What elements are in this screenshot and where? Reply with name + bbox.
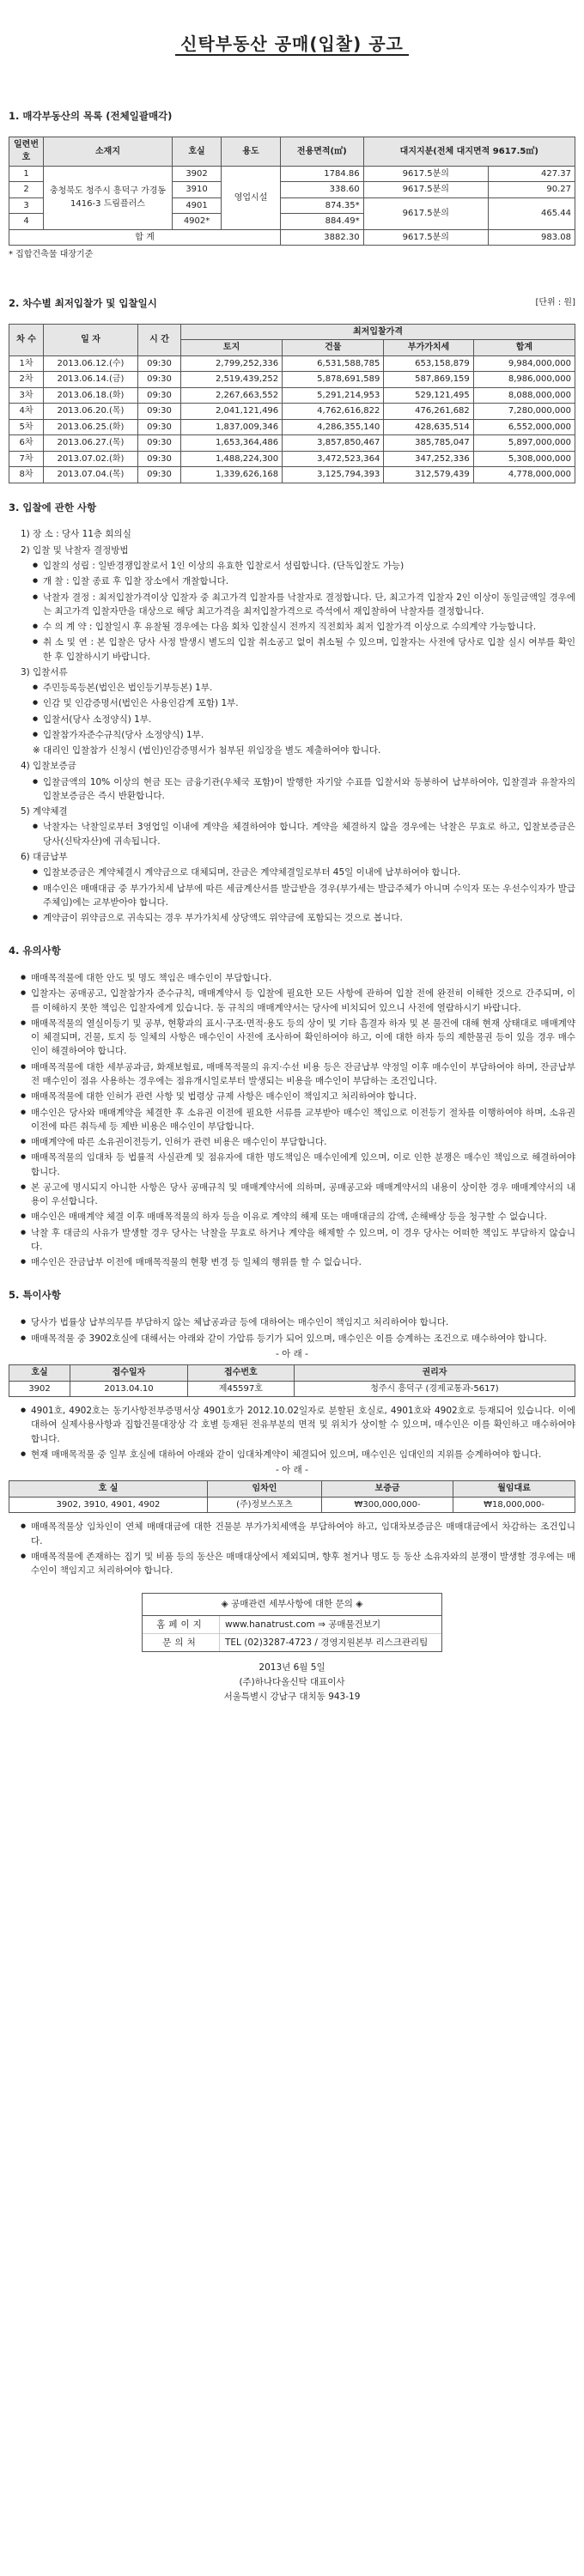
cell-building: 6,531,588,785 bbox=[283, 355, 384, 372]
cell: 2013.04.10 bbox=[70, 1381, 188, 1397]
cell-round: 2차 bbox=[9, 372, 44, 388]
list-item: ● 입찰보증금은 계약체결시 계약금으로 대체되며, 잔금은 계약체결일로부터 45일 이내에 납부하여야 합니다. bbox=[33, 866, 575, 879]
cell-land: 2,267,663,552 bbox=[181, 387, 283, 404]
list-item: ● 매수인은 매매대금 중 부가가치세 납부에 따른 세금계산서를 발급받을 경우(부가세는 발급주체가 아니며 수익자 또는 우선수익자가 발급주체임)에는 교부받아야 합니다. bbox=[33, 882, 575, 910]
col-building: 건물 bbox=[283, 340, 384, 356]
company-address: 서울특별시 강남구 대치동 943-19 bbox=[223, 1691, 361, 1702]
col-date: 일 자 bbox=[44, 324, 138, 355]
list-item: ● 매매목적물에 대한 세부공과금, 화재보험료, 매매목적물의 유지·수선 비용 등은 잔금납부 약정일 이후 매수인이 부담하여야 하며, 잔금납부 전 매수인이 점유 사용하는 경우에는 점유개시일로부터 발생되는 비용을 매수인이 부담하는 조건입니다. bbox=[21, 1060, 575, 1089]
property-table bbox=[9, 137, 575, 246]
cell-round: 7차 bbox=[9, 451, 44, 467]
col-room: 호 실 bbox=[9, 1481, 208, 1498]
section-bid-info bbox=[9, 501, 575, 934]
cell-round: 1차 bbox=[9, 355, 44, 372]
schedule-table bbox=[9, 324, 575, 483]
cell: 9617.5분의 bbox=[363, 197, 488, 229]
special-list bbox=[9, 1315, 575, 1346]
section-bid-schedule bbox=[9, 296, 575, 490]
special-list-2 bbox=[9, 1404, 575, 1461]
cell-time: 09:30 bbox=[138, 435, 181, 452]
cell-total: 8,986,000,000 bbox=[473, 372, 575, 388]
list-item: ● 4901호, 4902호는 동기사항전부증명서상 4901호가 2012.10.02일자로 분할된 호실로, 4901호와 4902호로 등재되어 있습니다. 이에 대하여 실제사용사항과 집합건물대장상 각 호별 등재된 전유부분의 면적 및 위치가 상이할 수 있으며, 매수인은 이를 확인하고 매수하여야 합니다. bbox=[21, 1404, 575, 1446]
section-property-list bbox=[9, 109, 575, 262]
cell-land: 1,837,009,346 bbox=[181, 419, 283, 435]
cell-vat: 529,121,495 bbox=[384, 387, 473, 404]
cell-location: 충청북도 청주시 흥덕구 가경동 1416-3 드림플러스 bbox=[44, 166, 173, 229]
list-item: ● 매매목적물에 대한 인허가 관련 사항 및 법령상 규제 사항은 매수인이 책임지고 처리하여야 합니다. bbox=[21, 1090, 575, 1103]
cell-land: 1,653,364,486 bbox=[181, 435, 283, 452]
cell-total-label: 합 계 bbox=[9, 229, 281, 246]
below-marker: - 아 래 - bbox=[276, 1348, 308, 1359]
cell-building: 5,291,214,953 bbox=[283, 387, 384, 404]
list-item: ● 입찰자는 공매공고, 입찰참가자 준수규칙, 매매계약서 등 입찰에 필요한 모든 사항에 관하여 입찰 전에 완전히 이해한 것으로 간주되며, 이를 이해하지 못한 책임은 입찰자에게 있습니다. 동 규칙의 매매계약서는 당사에 비치되어 있으니 사전에 열람하시기 바랍니다. bbox=[21, 987, 575, 1015]
table-note: * 집합건축물 대장기준 bbox=[9, 250, 94, 260]
col-round: 차 수 bbox=[9, 324, 44, 355]
cell-land: 1,488,224,300 bbox=[181, 451, 283, 467]
table-row bbox=[9, 1497, 575, 1513]
cell-use: 영업시설 bbox=[222, 166, 281, 229]
list-item: ● 입찰참가자준수규칙(당사 소정양식) 1부. bbox=[33, 728, 575, 742]
list-item: ● 현재 매매목적물 중 일부 호실에 대하여 아래와 같이 임대차계약이 체결되어 있으며, 매수인은 임대인의 지위를 승계하여야 합니다. bbox=[21, 1448, 575, 1461]
method-title: 2) 입찰 및 낙찰자 결정방법 bbox=[21, 544, 129, 556]
cell-total: 4,778,000,000 bbox=[473, 467, 575, 483]
list-item: ● 매매목적물상 임차인이 연체 매매대금에 대한 건물분 부가가치세액을 부담하여야 하고, 임대차보증금은 매매대금에서 차감하는 조건입니다. bbox=[21, 1520, 575, 1548]
method-list bbox=[9, 559, 575, 664]
list-item: ● 매매계약에 따른 소유권이전등기, 인허가 관련 비용은 매수인이 부담합니다. bbox=[21, 1135, 575, 1149]
cell-time: 09:30 bbox=[138, 372, 181, 388]
table-total-row bbox=[9, 229, 575, 246]
table-row bbox=[9, 419, 575, 435]
cell-time: 09:30 bbox=[138, 467, 181, 483]
cell-vat: 347,252,336 bbox=[384, 451, 473, 467]
cell-total: 5,897,000,000 bbox=[473, 435, 575, 452]
special-list-3 bbox=[9, 1520, 575, 1577]
list-item: ● 낙찰 후 대금의 사유가 발생할 경우 당사는 낙찰을 무효로 하거나 계약을 해제할 수 있으며, 이 경우 당사는 어떠한 책임도 부담하지 않습니다. bbox=[21, 1226, 575, 1255]
table-row bbox=[9, 435, 575, 452]
list-item: ● 매수인은 잔금납부 이전에 매매목적물의 현황 변경 등 일체의 행위를 할 수 없습니다. bbox=[21, 1255, 575, 1269]
cell-vat: 385,785,047 bbox=[384, 435, 473, 452]
list-item: ● 매매목적물의 열실이등기 및 공부, 현황과의 표시·구조·면적·용도 등의 상이 및 기타 흠결자 하자 및 본 물건에 대해 현재 상태대로 매매계약이 체결되며, 건물, 토지 등 일체의 사항은 매수인이 사전에 조사하여 확인하여야 하고, 이에 대한 하자 등의 제한물권 등이 있을 경우 매수인이 해결하여야 합니다. bbox=[21, 1017, 575, 1059]
inquiry-heading: ◈ 공매관련 세부사항에 대한 문의 ◈ bbox=[143, 1594, 441, 1615]
cell-date: 2013.06.14.(금) bbox=[44, 372, 138, 388]
page-title: 신탁부동산 공매(입찰) 공고 bbox=[9, 31, 575, 58]
list-item: ● 낙찰자 결정 : 최저입찰가격이상 입찰자 중 최고가격 입찰자를 낙찰자로 결정합니다. 단, 최고가격 입찰자 2인 이상이 동일금액일 경우에는 최고가격 입찰자만을 대상으로 해당 최고가격을 최저입찰가격으로 즉석에서 재입찰하여 낙찰자를 결정합니다. bbox=[33, 591, 575, 619]
cell-time: 09:30 bbox=[138, 419, 181, 435]
deposit-list bbox=[9, 775, 575, 804]
bid-place: 1) 장 소 : 당사 11층 회의실 bbox=[21, 529, 131, 540]
cell-date: 2013.06.25.(화) bbox=[44, 419, 138, 435]
list-item: ● 입찰서(당사 소정양식) 1부. bbox=[33, 713, 575, 726]
table-row bbox=[9, 387, 575, 404]
cell: 제45597호 bbox=[187, 1381, 294, 1397]
section-heading: 2. 차수별 최저입찰가 및 입찰일시 [단위 : 원] bbox=[9, 296, 575, 309]
cell: 청주시 흥덕구 (경제교통과-5617) bbox=[294, 1381, 575, 1397]
cell-vat: 428,635,514 bbox=[384, 419, 473, 435]
col-deposit: 보증금 bbox=[321, 1481, 453, 1498]
cell-time: 09:30 bbox=[138, 355, 181, 372]
section-precautions bbox=[9, 944, 575, 1278]
table-row bbox=[9, 166, 575, 182]
cell: 4 bbox=[9, 214, 44, 230]
seizure-table bbox=[9, 1364, 575, 1397]
col-use: 용도 bbox=[222, 137, 281, 166]
precaution-list bbox=[9, 971, 575, 1269]
contract-list bbox=[9, 820, 575, 848]
list-item: ● 인감 및 인감증명서(법인은 사용인감계 포함) 1부. bbox=[33, 696, 575, 710]
cell-vat: 312,579,439 bbox=[384, 467, 473, 483]
cell-building: 5,878,691,589 bbox=[283, 372, 384, 388]
lease-table bbox=[9, 1480, 575, 1513]
cell-round: 8차 bbox=[9, 467, 44, 483]
cell: 9617.5분의 bbox=[363, 182, 488, 198]
cell-vat: 653,158,879 bbox=[384, 355, 473, 372]
cell-vat: 476,261,682 bbox=[384, 404, 473, 420]
signature-block bbox=[9, 1661, 575, 1704]
deposit-title: 4) 입찰보증금 bbox=[21, 761, 76, 772]
col-no: 일련번호 bbox=[9, 137, 44, 166]
list-item: ● 주민등록등본(법인은 법인등기부등본) 1부. bbox=[33, 681, 575, 695]
cell: 3 bbox=[9, 197, 44, 214]
payment-list bbox=[9, 866, 575, 925]
list-item: ● 매매목적물에 존재하는 집기 및 비품 등의 동산은 매매대상에서 제외되며, 향후 철거나 명도 등 동산 소유자와의 분쟁이 발생할 경우에는 매수인이 책임지고 처리하여야 합니다. bbox=[21, 1550, 575, 1578]
col-total: 합계 bbox=[473, 340, 575, 356]
cell-round: 4차 bbox=[9, 404, 44, 420]
col-holder: 권리자 bbox=[294, 1365, 575, 1382]
inquiry-key: 홈페이지 bbox=[143, 1616, 220, 1633]
col-location: 소재지 bbox=[44, 137, 173, 166]
homepage-link[interactable]: www.hanatrust.com ⇒ 공매물건보기 bbox=[225, 1619, 381, 1630]
cell: ₩18,000,000- bbox=[453, 1497, 575, 1513]
cell: 884.49* bbox=[281, 214, 364, 230]
cell-total: 6,552,000,000 bbox=[473, 419, 575, 435]
table-row bbox=[9, 451, 575, 467]
cell: 1 bbox=[9, 166, 44, 182]
cell-round: 5차 bbox=[9, 419, 44, 435]
list-item: ● 매수인은 당사와 매매계약을 체결한 후 소유권 이전에 필요한 서류를 교부받아 매수인 책임으로 이전등기 절차를 이행하여야 하며, 소유권이전에 따른 취득세 등 제반 비용은 매수인이 부담합니다. bbox=[21, 1106, 575, 1134]
cell: 90.27 bbox=[488, 182, 575, 198]
col-min-price: 최저입찰가격 bbox=[181, 324, 575, 340]
cell: 427.37 bbox=[488, 166, 575, 182]
cell-building: 4,762,616,822 bbox=[283, 404, 384, 420]
cell-date: 2013.06.27.(목) bbox=[44, 435, 138, 452]
col-rent: 월임대료 bbox=[453, 1481, 575, 1498]
cell: 983.08 bbox=[488, 229, 575, 246]
cell: 9617.5분의 bbox=[363, 166, 488, 182]
list-item: ● 본 공고에 명시되지 아니한 사항은 당사 공매규칙 및 매매계약서에 의하며, 공매공고와 매매계약서의 내용이 상이한 경우 매매계약서의 내용이 우선합니다. bbox=[21, 1181, 575, 1209]
cell: 3902 bbox=[173, 166, 222, 182]
col-tenant: 임차인 bbox=[207, 1481, 321, 1498]
list-item: ● 매매목적물의 임대차 등 법률적 사실관계 및 점유자에 대한 명도책임은 매수인에게 있으며, 이로 인한 분쟁은 매수인 책임으로 해결하여야 합니다. bbox=[21, 1151, 575, 1179]
notice-date: 2013년 6월 5일 bbox=[259, 1662, 325, 1674]
section-heading: 1. 매각부동산의 목록 (전체일괄매각) bbox=[9, 110, 173, 122]
col-receipt: 접수번호 bbox=[187, 1365, 294, 1382]
cell-total: 5,308,000,000 bbox=[473, 451, 575, 467]
below-marker: - 아 래 - bbox=[276, 1465, 308, 1476]
table-row bbox=[9, 372, 575, 388]
list-item: ● 매매목적물에 대한 안도 및 명도 책임은 매수인이 부담합니다. bbox=[21, 971, 575, 985]
cell-time: 09:30 bbox=[138, 451, 181, 467]
col-land-share: 대지지분(전체 대지면적 9617.5㎡) bbox=[363, 137, 575, 166]
cell-land: 2,519,439,252 bbox=[181, 372, 283, 388]
list-item: ● 수 의 계 약 : 입찰일시 후 유찰될 경우에는 다음 회차 입찰실시 전까지 직전회차 최저 입찰가격 이상으로 수의계약 가능합니다. bbox=[33, 620, 575, 634]
cell-date: 2013.07.02.(화) bbox=[44, 451, 138, 467]
inquiry-row bbox=[143, 1616, 441, 1634]
cell-date: 2013.06.18.(화) bbox=[44, 387, 138, 404]
list-item: ● 개 찰 : 입찰 종료 후 입찰 장소에서 개찰합니다. bbox=[33, 574, 575, 588]
list-item: ● 계약금이 위약금으로 귀속되는 경우 부가가치세 상당액도 위약금에 포함되는 것으로 봅니다. bbox=[33, 911, 575, 925]
cell-total: 8,088,000,000 bbox=[473, 387, 575, 404]
cell-building: 3,472,523,364 bbox=[283, 451, 384, 467]
cell-date: 2013.06.20.(목) bbox=[44, 404, 138, 420]
col-land: 토지 bbox=[181, 340, 283, 356]
table-row bbox=[9, 467, 575, 483]
table-row bbox=[9, 404, 575, 420]
cell: 338.60 bbox=[281, 182, 364, 198]
cell-building: 3,857,850,467 bbox=[283, 435, 384, 452]
cell: 465.44 bbox=[488, 197, 575, 229]
cell: (주)정보스포츠 bbox=[207, 1497, 321, 1513]
cell-building: 3,125,794,393 bbox=[283, 467, 384, 483]
section-special-notes bbox=[9, 1288, 575, 1577]
table-row bbox=[9, 355, 575, 372]
cell-total: 9,984,000,000 bbox=[473, 355, 575, 372]
contract-title: 5) 계약체결 bbox=[21, 806, 68, 817]
cell: 874.35* bbox=[281, 197, 364, 214]
cell: 3910 bbox=[173, 182, 222, 198]
docs-list bbox=[9, 681, 575, 742]
cell-time: 09:30 bbox=[138, 404, 181, 420]
cell: 3882.30 bbox=[281, 229, 364, 246]
section-heading: 5. 특이사항 bbox=[9, 1289, 61, 1302]
company-name: (주)하나다올신탁 대표이사 bbox=[239, 1677, 345, 1688]
cell: 9617.5분의 bbox=[363, 229, 488, 246]
inquiry-row bbox=[143, 1634, 441, 1651]
col-room: 호실 bbox=[173, 137, 222, 166]
cell-building: 4,286,355,140 bbox=[283, 419, 384, 435]
list-item: ● 취 소 및 연 : 본 입찰은 당사 사정 발생시 별도의 입찰 취소공고 없이 취소될 수 있으며, 입찰자는 사전에 당사로 입찰 실시 여부를 확인한 후 입찰하시기 바랍니다. bbox=[33, 635, 575, 664]
list-item: ● 당사가 법률상 납부의무를 부담하지 않는 체납공과금 등에 대하여는 매수인이 책임지고 처리하여야 합니다. bbox=[21, 1315, 575, 1329]
cell: 2 bbox=[9, 182, 44, 198]
list-item: ● 낙찰자는 낙찰일로부터 3영업일 이내에 계약을 체결하여야 합니다. 계약을 체결하지 않을 경우에는 낙찰은 무효로 하고, 입찰보증금은 당사(신탁자산)에 귀속됩니다. bbox=[33, 820, 575, 848]
cell-time: 09:30 bbox=[138, 387, 181, 404]
cell: 1784.86 bbox=[281, 166, 364, 182]
cell-land: 2,799,252,336 bbox=[181, 355, 283, 372]
cell-total: 7,280,000,000 bbox=[473, 404, 575, 420]
cell-round: 3차 bbox=[9, 387, 44, 404]
cell-land: 2,041,121,496 bbox=[181, 404, 283, 420]
unit-label: [단위 : 원] bbox=[535, 297, 575, 307]
col-date: 접수일자 bbox=[70, 1365, 188, 1382]
list-item: ● 매수인은 매매계약 체결 이후 매매목적물의 하자 등을 이유로 계약의 해제 또는 매매대금의 감액, 손해배상 등을 청구할 수 없습니다. bbox=[21, 1210, 575, 1224]
docs-title: 3) 입찰서류 bbox=[21, 666, 68, 677]
cell-vat: 587,869,159 bbox=[384, 372, 473, 388]
list-item: ● 입찰의 성립 : 일반경쟁입찰로서 1인 이상의 유효한 입찰로서 성립합니다. (단독입찰도 가능) bbox=[33, 559, 575, 573]
table-row bbox=[9, 1381, 575, 1397]
cell: 3902, 3910, 4901, 4902 bbox=[9, 1497, 208, 1513]
list-item: ● 매매목적물 중 3902호실에 대해서는 아래와 같이 가압류 등기가 되어 있으며, 매수인은 이를 승계하는 조건으로 매수하여야 합니다. bbox=[21, 1332, 575, 1346]
list-item: ● 입찰금액의 10% 이상의 현금 또는 금융기관(우체국 포함)이 발행한 자기앞 수표를 입찰서와 동봉하여 납부하여야, 입찰결과 유찰자의 입찰보증금은 즉시 반환합니다. bbox=[33, 775, 575, 804]
cell-date: 2013.07.04.(목) bbox=[44, 467, 138, 483]
cell: ₩300,000,000- bbox=[321, 1497, 453, 1513]
cell-round: 6차 bbox=[9, 435, 44, 452]
inquiry-box bbox=[142, 1593, 442, 1652]
col-time: 시 간 bbox=[138, 324, 181, 355]
payment-title: 6) 대금납부 bbox=[21, 852, 68, 863]
cell: 3902 bbox=[9, 1381, 70, 1397]
col-vat: 부가가치세 bbox=[384, 340, 473, 356]
cell-date: 2013.06.12.(수) bbox=[44, 355, 138, 372]
contact-info: TEL (02)3287-4723 / 경영지원본부 리스크관리팀 bbox=[225, 1637, 429, 1648]
cell: 4902* bbox=[173, 214, 222, 230]
inquiry-key: 문의처 bbox=[143, 1634, 220, 1651]
col-room: 호실 bbox=[9, 1365, 70, 1382]
cell: 4901 bbox=[173, 197, 222, 214]
cell-land: 1,339,626,168 bbox=[181, 467, 283, 483]
section-heading: 3. 입찰에 관한 사항 bbox=[9, 501, 97, 513]
section-heading: 4. 유의사항 bbox=[9, 945, 61, 957]
docs-note: ※ 대리인 입찰참가 신청시 (법인)인감증명서가 첨부된 위임장을 별도 제출하여야 합니다. bbox=[33, 745, 381, 756]
col-area: 전용면적(㎡) bbox=[281, 137, 364, 166]
